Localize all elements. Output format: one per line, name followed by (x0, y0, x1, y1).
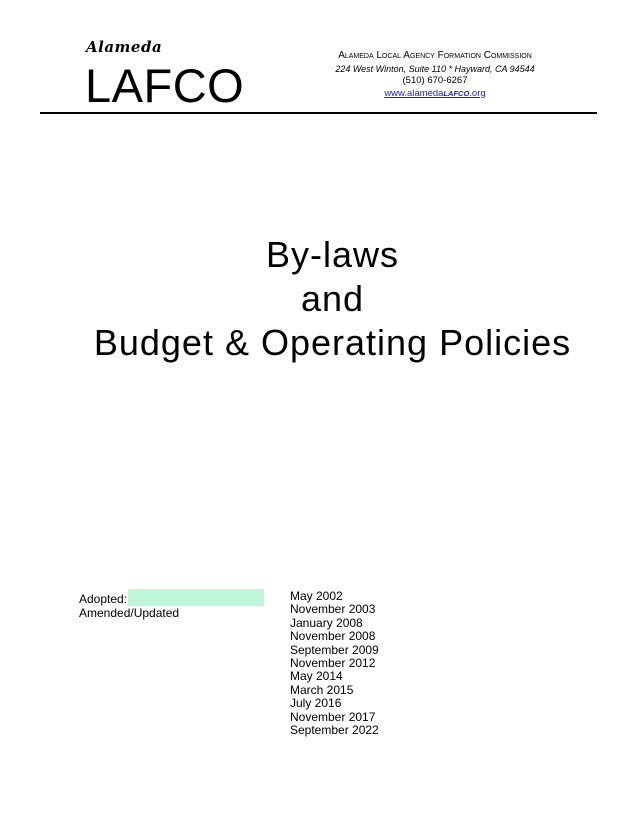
title-line-3: Budget & Operating Policies (93, 322, 572, 363)
revision-date: November 2003 (290, 602, 376, 617)
revision-date: November 2012 (290, 656, 376, 671)
title-line-1: By-laws (265, 234, 400, 275)
document-title (0, 233, 640, 365)
organization-name: Alameda Local Agency Formation Commission (338, 50, 532, 61)
organization-info (320, 50, 550, 100)
organization-website-line (320, 88, 550, 101)
logo-script-text: Alameda (86, 38, 163, 56)
revision-date: September 2022 (290, 723, 379, 738)
website-caps: LAFCO (443, 88, 470, 98)
revision-date: May 2002 (290, 589, 343, 603)
website-prefix: www.alameda (384, 87, 444, 99)
adopted-label: Adopted: (79, 592, 128, 606)
revision-date: May 2014 (290, 669, 343, 684)
revision-date: November 2017 (290, 709, 376, 724)
website-suffix: .org (469, 87, 486, 99)
amended-updated-label: Amended/Updated (79, 606, 180, 620)
organization-website-link[interactable] (384, 88, 485, 99)
revision-date: November 2008 (290, 629, 376, 644)
adopted-highlight-field (128, 589, 264, 606)
header-divider (40, 112, 597, 114)
logo-lafco: LAFCO (85, 59, 245, 112)
organization-address: 224 West Winton, Suite 110 * Hayward, CA 94544 (335, 63, 535, 74)
title-line-2: and (300, 278, 365, 319)
revision-dates-list (290, 590, 379, 737)
revision-date: September 2009 (290, 642, 379, 657)
revision-date: March 2015 (290, 682, 354, 697)
revision-date: July 2016 (290, 696, 342, 711)
revision-date: January 2008 (290, 615, 363, 630)
organization-phone: (510) 670-6267 (402, 75, 468, 86)
